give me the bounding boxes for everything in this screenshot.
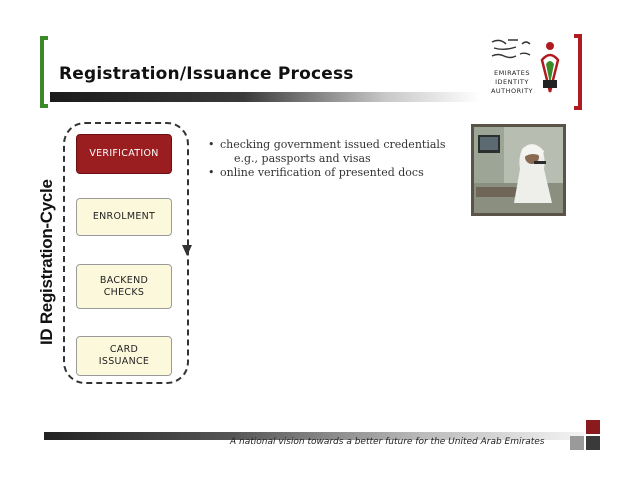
vertical-cycle-label: ID Registration-Cycle [37,179,56,345]
left-green-bracket [40,36,48,108]
footer-square-red [586,420,600,434]
step-backend-checks: BACKEND CHECKS [76,264,172,309]
bullet-item [208,166,446,180]
verification-bullet-list [208,138,446,180]
bullet-item [208,138,446,166]
bullet-text: checking government issued credentials [220,138,446,151]
logo-text-line-1: EMIRATES [493,69,531,77]
verification-photo [471,124,566,216]
step-enrolment: ENROLMENT [76,198,172,236]
bullet-text: online verification of presented docs [220,166,424,179]
footer-square-grey [570,436,584,450]
down-arrow-icon [182,245,192,256]
right-red-bracket [574,34,582,110]
logo-text-line-3: AUTHORITY [490,87,534,95]
step-card-issuance: CARD ISSUANCE [76,336,172,376]
footer-square-dark [586,436,600,450]
bullet-subtext: e.g., passports and visas [234,152,371,165]
footer-tagline: A national vision towards a better future for the United Arab Emirates [230,437,545,447]
title-underline-bar [50,92,480,102]
logo-text-line-2: IDENTITY [495,78,529,86]
step-verification: VERIFICATION [76,134,172,174]
emirates-identity-authority-logo [486,36,564,102]
photo-illustration [474,127,563,213]
slide-title: Registration/Issuance Process [59,64,354,84]
